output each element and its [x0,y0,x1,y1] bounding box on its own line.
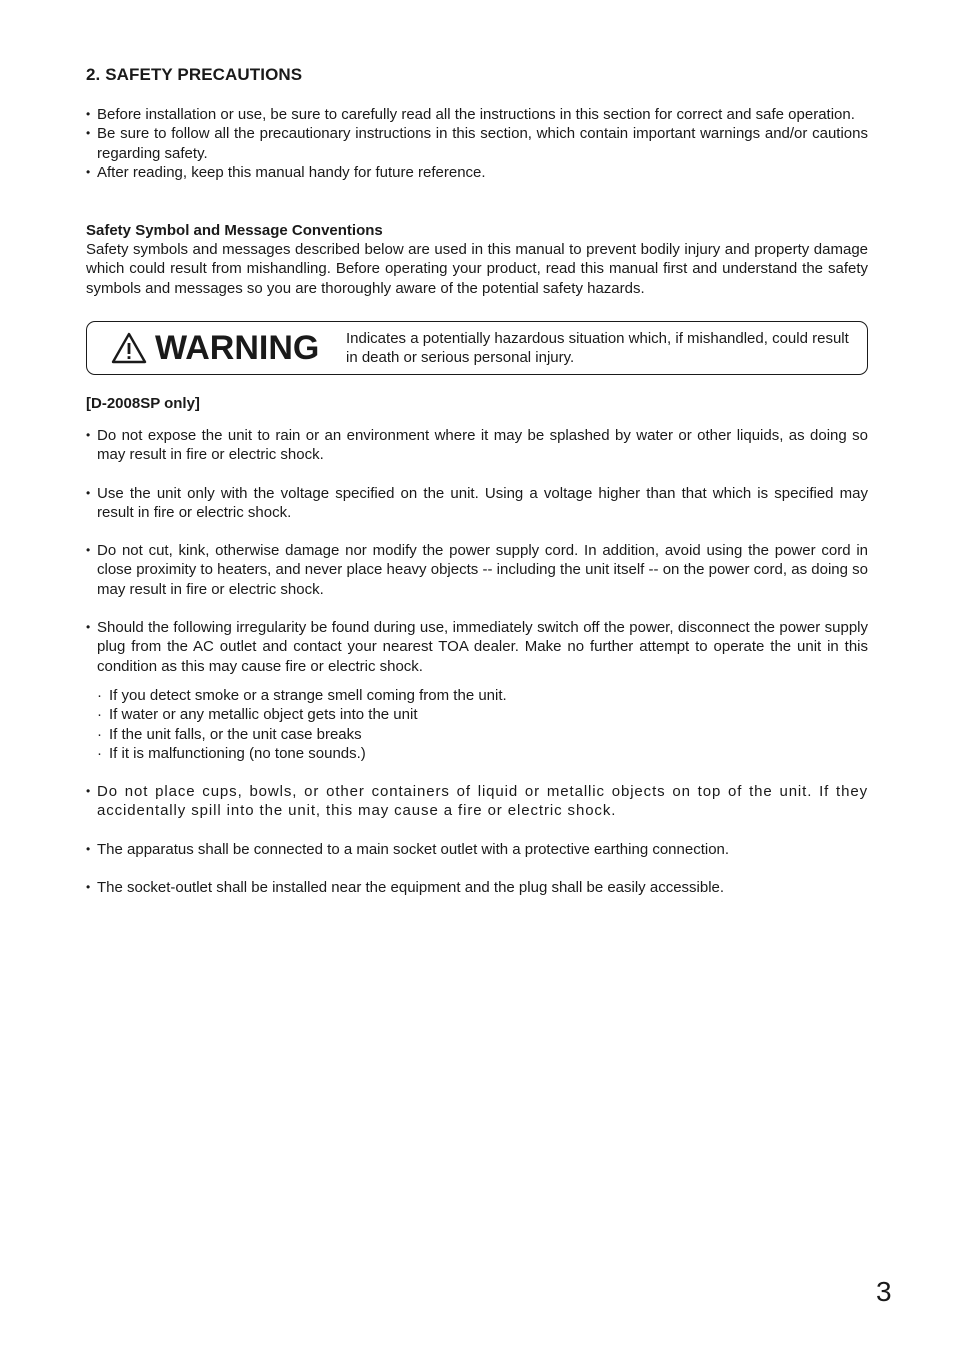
conventions-heading: Safety Symbol and Message Conventions [86,222,383,239]
sub-list-item: · If water or any metallic object gets into the unit [97,705,868,724]
list-item: • The socket-outlet shall be installed near the equipment and the plug shall be easily accessible. [86,878,868,897]
warning-word: WARNING [155,329,320,367]
list-item: • After reading, keep this manual handy for future reference. [86,163,868,182]
list-item: • Before installation or use, be sure to carefully read all the instructions in this section for correct and safe operation. [86,105,868,124]
warning-description: Indicates a potentially hazardous situation which, if mishandled, could result in death or serious personal injury. [346,330,849,367]
list-item: • Do not expose the unit to rain or an environment where it may be splashed by water or other liquids, as doing so may result in fire or electric shock. [86,426,868,465]
intro-bullet-list [86,105,868,182]
warning-label [111,330,319,366]
sub-list-item: · If you detect smoke or a strange smell coming from the unit. [97,686,868,705]
list-item: • Should the following irregularity be found during use, immediately switch off the power, disconnect the power supply plug from the AC outlet and contact your nearest TOA dealer. Make no further attempt to operate the unit in this condition as this may cause fire or electric shock. [86,618,868,676]
page-number: 3 [876,1276,892,1307]
list-item: • Do not place cups, bowls, or other containers of liquid or metallic objects on top of the unit. If they accidentally spill into the unit, this may cause a fire or electric shock. [86,782,868,821]
list-item: • The apparatus shall be connected to a main socket outlet with a protective earthing connection. [86,840,868,859]
conventions-text: Safety symbols and messages described below are used in this manual to prevent bodily injury and property damage which could result from mishandling. Before operating your product, read this manual first and understand the safety symbols and messages so you are thoroughly aware of the potential safety hazards. [86,241,868,297]
list-item: • Use the unit only with the voltage specified on the unit. Using a voltage higher than that which is specified may result in fire or electric shock. [86,484,868,523]
warning-triangle-icon [111,332,147,364]
list-item: • Be sure to follow all the precautionary instructions in this section, which contain important warnings and/or cautions regarding safety. [86,124,868,163]
precaution-list [86,426,868,916]
warning-box [86,321,868,375]
section-title: 2. SAFETY PRECAUTIONS [86,65,303,84]
irregularity-list [97,686,868,763]
list-item: • Do not cut, kink, otherwise damage nor modify the power supply cord. In addition, avoid using the power cord in close proximity to heaters, and never place heavy objects -- including the unit itself -- on the power cord, as doing so may result in fire or electric shock. [86,541,868,599]
model-label: [D-2008SP only] [86,395,200,412]
sub-list-item: · If it is malfunctioning (no tone sounds.) [97,744,868,763]
sub-list-item: · If the unit falls, or the unit case breaks [97,725,868,744]
